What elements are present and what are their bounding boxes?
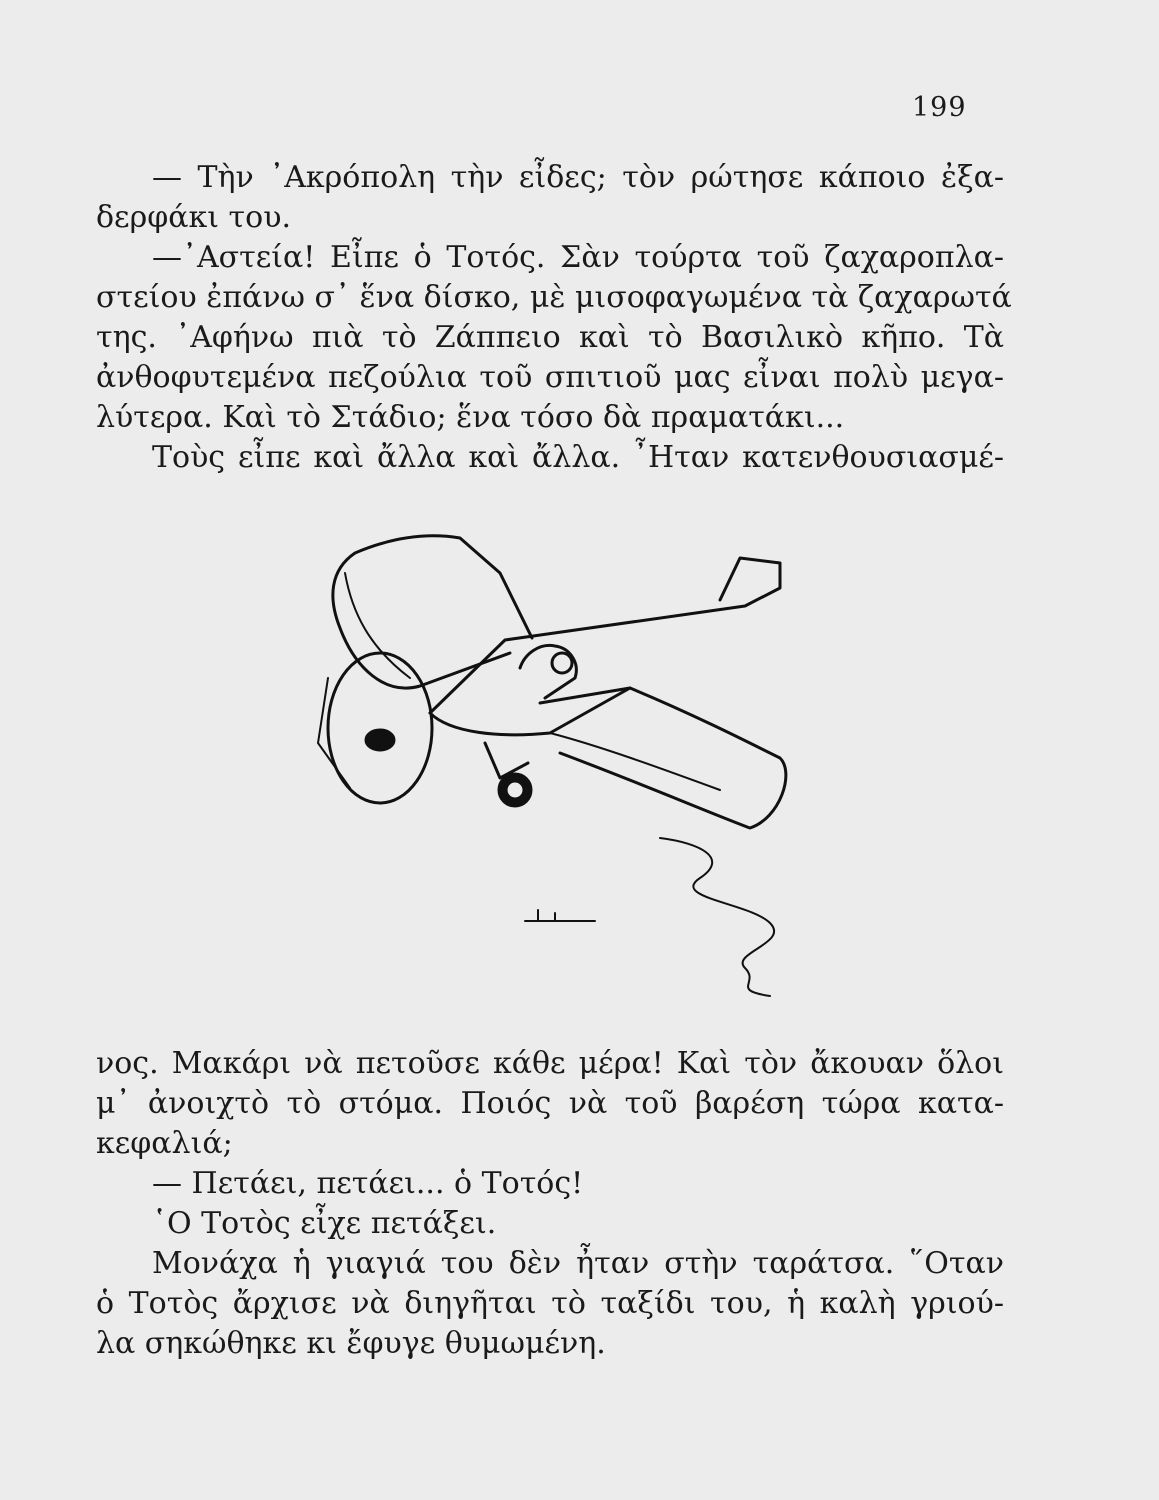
text-line: — Τὴν ᾿Ακρόπολη τὴν εἶδες; τὸν ρώτησε κάποιο ἐξα- <box>152 160 1004 195</box>
wheel-hub <box>509 784 521 796</box>
text-line: νος. Μακάρι νὰ πετοῦσε κάθε μέρα! Καὶ τὸν ἄκουαν ὅλοι <box>96 1046 1004 1081</box>
landing-gear <box>485 743 528 778</box>
text-line: — Πετάει, πετάει... ὁ Τοτός! <box>152 1166 584 1201</box>
lower-wing <box>540 688 786 828</box>
text-block-bottom <box>96 1044 1004 1364</box>
text-block-top <box>96 158 1012 478</box>
pilot-head <box>552 653 572 673</box>
text-line: —᾿Αστεία! Εἶπε ὁ Τοτός. Σὰν τούρτα τοῦ ζαχαροπλα- <box>152 240 1004 275</box>
text-line: Μονάχα ἡ γιαγιά του δὲν ἦταν στὴν ταράτσα. ῞Οταν <box>152 1246 1004 1281</box>
text-line: μ᾿ ἀνοιχτὸ τὸ στόμα. Ποιός νὰ τοῦ βαρέση τώρα κατα- <box>96 1086 1004 1121</box>
text-line: ἀνθοφυτεμένα πεζούλια τοῦ σπιτιοῦ μας εἶναι πολὺ μεγα- <box>96 360 1004 395</box>
text-line: ὁ Τοτὸς ἄρχισε νὰ διηγῆται τὸ ταξίδι του, ἡ καλὴ γριού- <box>96 1286 1004 1321</box>
fuselage-lower <box>430 688 630 735</box>
text-line: ῾Ο Τοτὸς εἶχε πετάξει. <box>152 1206 497 1241</box>
text-line: στείου ἐπάνω σ᾿ ἕνα δίσκο, μὲ μισοφαγωμένα τὰ ζαχαρωτά <box>96 280 1012 315</box>
ground-mark <box>525 910 595 921</box>
fuselage <box>430 558 780 713</box>
text-line: κεφαλιά; <box>96 1126 233 1161</box>
text-line: δερφάκι του. <box>96 200 291 235</box>
airplane-illustration <box>300 528 820 998</box>
propeller-hub <box>366 730 394 750</box>
text-line: λα σηκώθηκε κι ἔφυγε θυμωμένη. <box>96 1326 606 1361</box>
upper-wing <box>333 536 532 688</box>
text-line: της. ᾿Αφήνω πιὰ τὸ Ζάππειο καὶ τὸ Βασιλικὸ κῆπο. Τὰ <box>96 320 1004 355</box>
smoke-trail <box>660 838 774 996</box>
text-line: λύτερα. Καὶ τὸ Στάδιο; ἕνα τόσο δὰ πραματάκι... <box>96 400 845 435</box>
page-number: 199 <box>912 92 967 123</box>
text-line: Τοὺς εἶπε καὶ ἄλλα καὶ ἄλλα. ῏Ηταν κατενθουσιασμέ- <box>152 440 1004 475</box>
